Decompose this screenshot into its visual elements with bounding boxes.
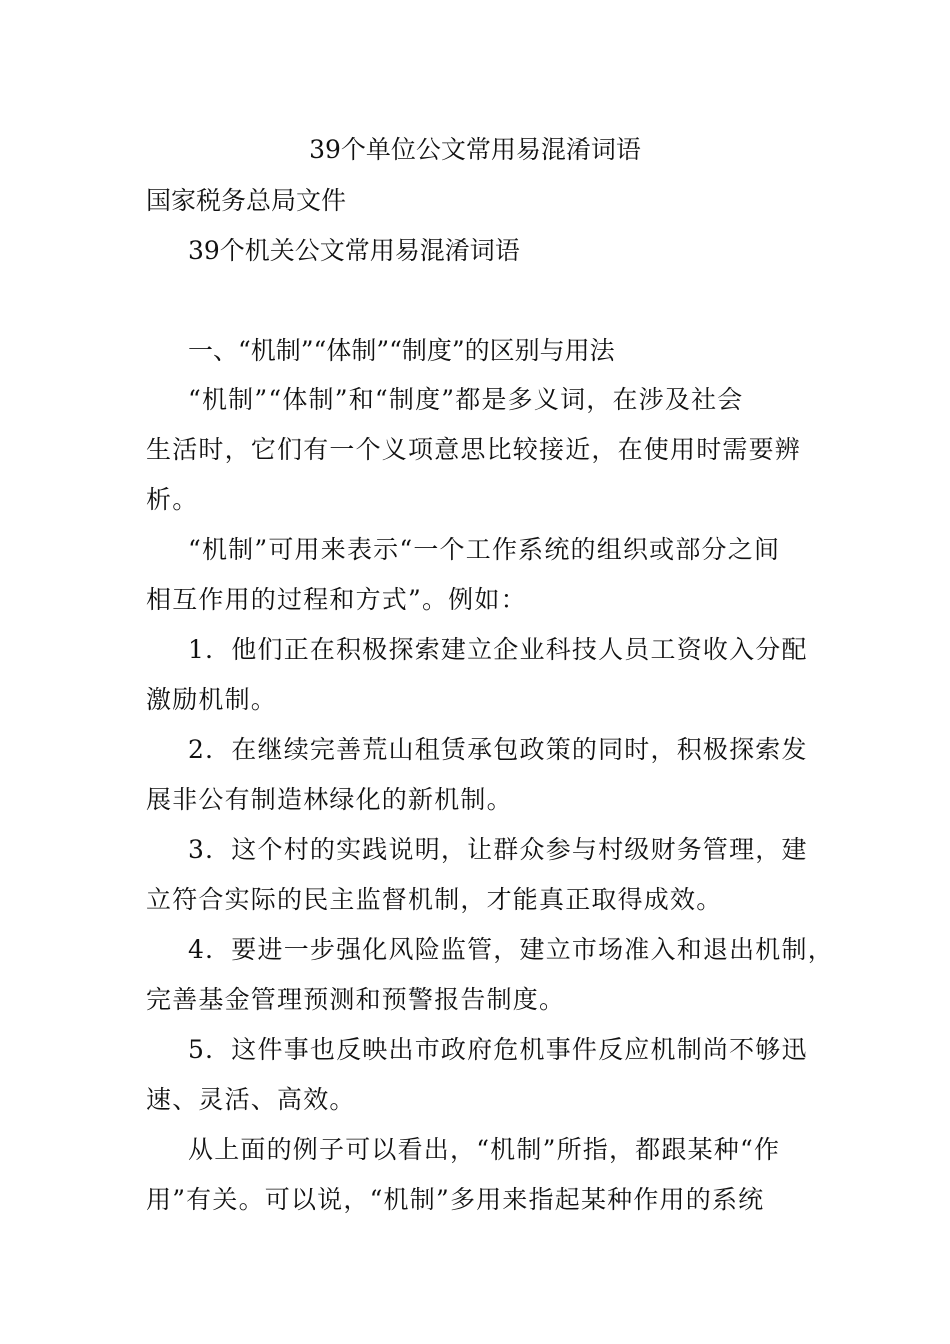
paragraph-line: 用”有关。可以说，“机制”多用来指起某种作用的系统 <box>146 1185 765 1214</box>
paragraph-line: 生活时，它们有一个义项意思比较接近，在使用时需要辨 <box>146 435 802 464</box>
document-subtitle: 39个机关公文常用易混淆词语 <box>188 236 520 265</box>
example-item: 速、灵活、高效。 <box>146 1085 356 1114</box>
section-heading: 一、“机制”“体制”“制度”的区别与用法 <box>188 336 615 365</box>
paragraph-line: 相互作用的过程和方式”。例如： <box>146 585 527 614</box>
issuer-line: 国家税务总局文件 <box>146 186 347 215</box>
paragraph-line: “机制”“体制”和“制度”都是多义词，在涉及社会 <box>188 385 744 414</box>
example-item: 展非公有制造林绿化的新机制。 <box>146 785 513 814</box>
document-title: 39个单位公文常用易混淆词语 <box>309 135 641 164</box>
example-item: 4．要进一步强化风险监管，建立市场准入和退出机制， <box>188 935 834 964</box>
example-item: 3．这个村的实践说明，让群众参与村级财务管理，建 <box>188 835 808 864</box>
paragraph-line: 析。 <box>146 485 199 514</box>
example-item: 激励机制。 <box>146 685 278 714</box>
example-item: 完善基金管理预测和预警报告制度。 <box>146 985 566 1014</box>
example-item: 5．这件事也反映出市政府危机事件反应机制尚不够迅 <box>188 1035 808 1064</box>
paragraph-line: 从上面的例子可以看出，“机制”所指，都跟某种“作 <box>188 1135 781 1164</box>
example-item: 立符合实际的民主监督机制，才能真正取得成效。 <box>146 885 723 914</box>
example-item: 1．他们正在积极探索建立企业科技人员工资收入分配 <box>188 635 808 664</box>
paragraph-line: “机制”可用来表示“一个工作系统的组织或部分之间 <box>188 535 781 564</box>
example-item: 2．在继续完善荒山租赁承包政策的同时，积极探索发 <box>188 735 808 764</box>
